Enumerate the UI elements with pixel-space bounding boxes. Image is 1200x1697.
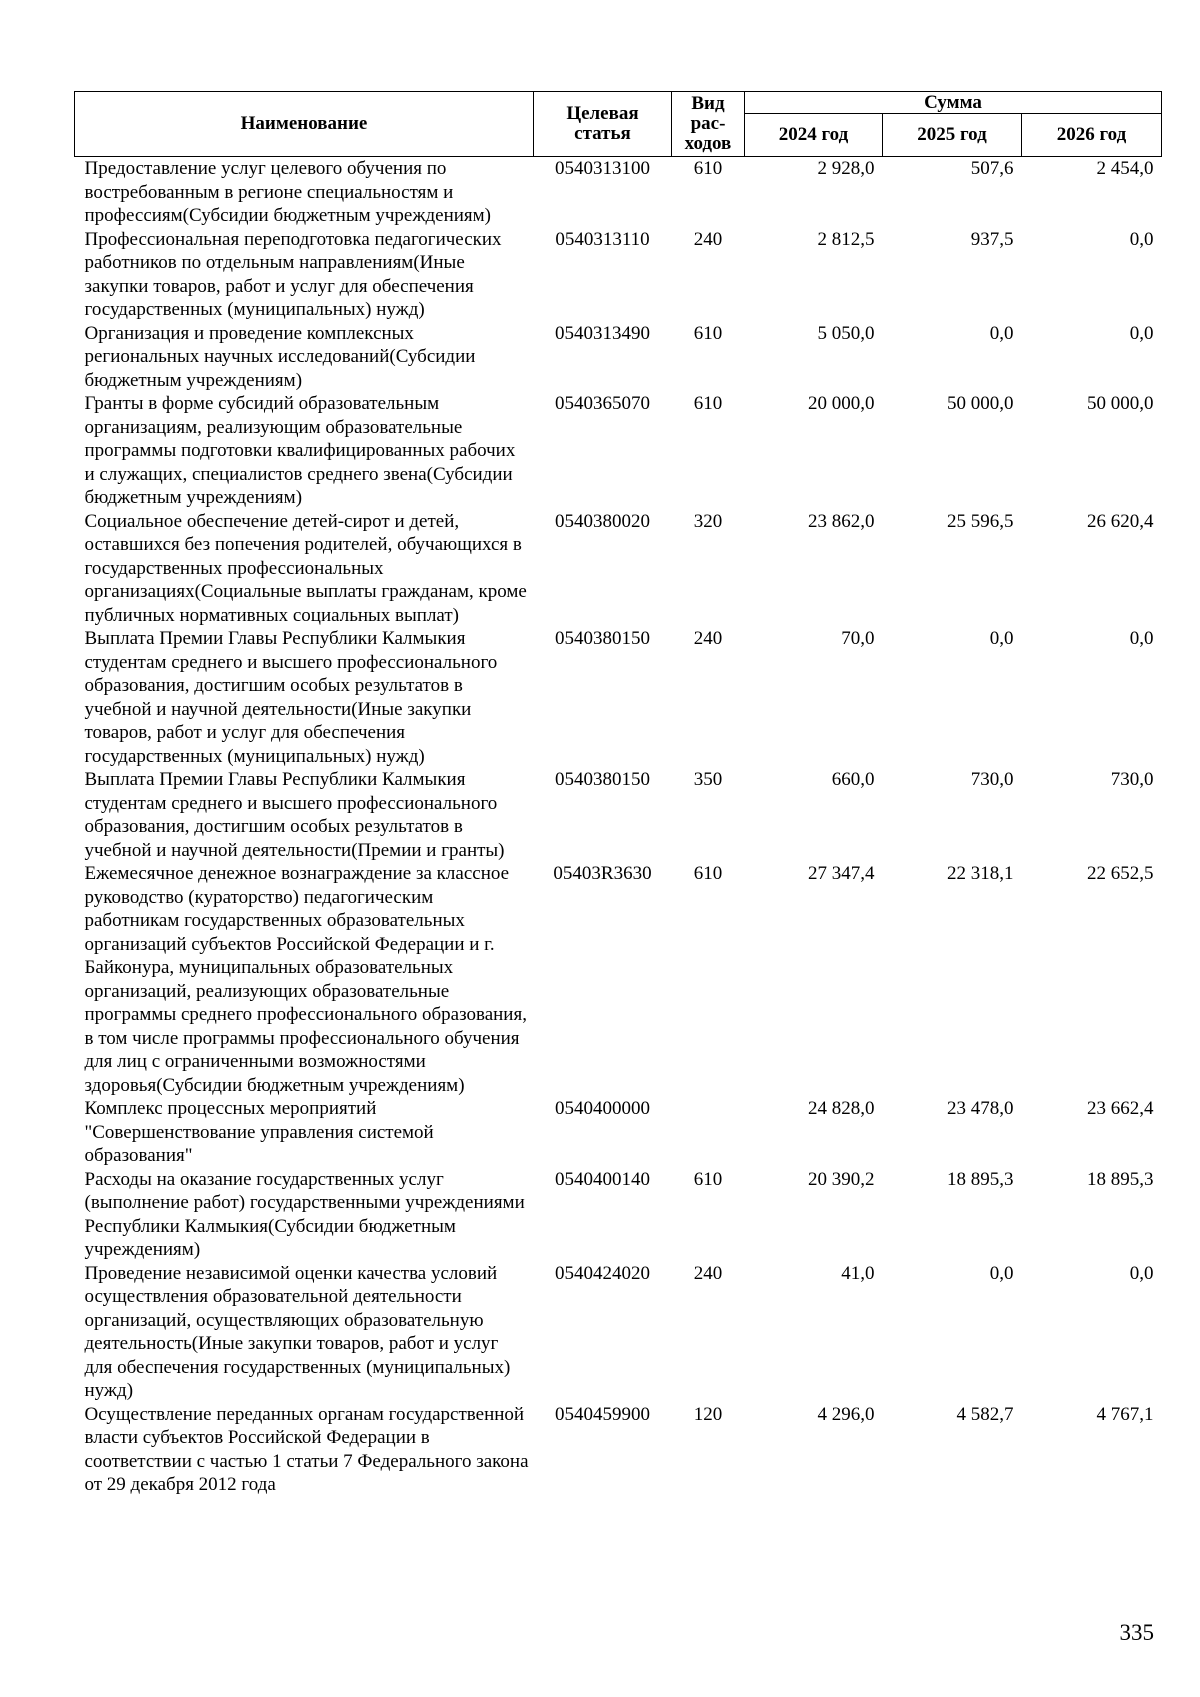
row-amount-2026: 730,0 <box>1110 769 1154 790</box>
row-amount-2026: 0,0 <box>1129 628 1154 649</box>
row-amount-2024: 20 000,0 <box>808 393 875 414</box>
header-year-2026: 2026 год <box>1022 114 1162 157</box>
row-amount-2024: 660,0 <box>831 769 875 790</box>
row-amount-2026: 2 454,0 <box>1096 158 1154 179</box>
row-name: Выплата Премии Главы Республики Калмыкия студентам среднего и высшего профессионального образования, достигшим особых результатов в учебной и научной деятельности(Премии и гранты) <box>84 769 505 861</box>
row-expense-type: 610 <box>693 1168 723 1190</box>
table-row <box>75 322 1162 393</box>
row-amount-2026: 0,0 <box>1129 1262 1154 1284</box>
table-row <box>75 1403 1162 1497</box>
row-amount-2024: 27 347,4 <box>808 863 875 884</box>
table-header <box>75 92 1162 157</box>
row-expense-type: 610 <box>693 393 723 414</box>
table-row <box>75 862 1162 1097</box>
row-target-code: 0540380150 <box>555 628 650 649</box>
row-amount-2026: 18 895,3 <box>1087 1168 1154 1190</box>
row-amount-2025: 0,0 <box>989 1262 1014 1284</box>
table-row <box>75 768 1162 862</box>
row-target-code: 0540424020 <box>555 1262 650 1284</box>
row-amount-2024: 41,0 <box>841 1262 875 1284</box>
table-row <box>75 1262 1162 1403</box>
row-expense-type: 350 <box>693 769 723 790</box>
table-row <box>75 392 1162 510</box>
row-amount-2025: 730,0 <box>970 769 1014 790</box>
row-amount-2025: 18 895,3 <box>947 1168 1014 1190</box>
row-target-code: 0540365070 <box>555 393 650 414</box>
header-code: Целевая статья <box>534 92 672 157</box>
row-expense-type: 240 <box>693 1262 723 1284</box>
row-amount-2025: 50 000,0 <box>947 393 1014 414</box>
page-number: 335 <box>1119 1620 1154 1645</box>
row-expense-type: 610 <box>693 322 723 344</box>
table-row <box>75 627 1162 768</box>
row-amount-2025: 937,5 <box>970 228 1014 250</box>
row-target-code: 0540380150 <box>555 769 650 790</box>
row-amount-2024: 2 812,5 <box>817 228 875 250</box>
row-name: Организация и проведение комплексных региональных научных исследований(Субсидии бюджетным учреждениям) <box>84 322 476 391</box>
row-target-code: 0540459900 <box>555 1403 650 1425</box>
row-name: Выплата Премии Главы Республики Калмыкия студентам среднего и высшего профессионального образования, достигшим особых результатов в учебной и научной деятельности(Иные закупки товаров, работ и услуг для обеспечения государственных (муниципальных) нужд) <box>84 628 498 767</box>
row-amount-2024: 20 390,2 <box>808 1168 875 1190</box>
row-expense-type: 240 <box>693 628 723 649</box>
row-name: Социальное обеспечение детей-сирот и детей, оставшихся без попечения родителей, обучающихся в государственных профессиональных организациях(Социальные выплаты гражданам, кроме публичных нормативных социальных выплат) <box>84 510 527 626</box>
row-target-code: 0540313490 <box>555 322 650 344</box>
table-row <box>75 510 1162 628</box>
row-expense-type: 320 <box>693 510 723 532</box>
row-amount-2026: 50 000,0 <box>1087 393 1154 414</box>
row-amount-2026: 0,0 <box>1129 322 1154 344</box>
row-name: Комплекс процессных мероприятий "Совершенствование управления системой образования" <box>84 1098 434 1166</box>
row-target-code: 0540400000 <box>555 1098 650 1119</box>
header-sum: Сумма <box>745 92 1162 114</box>
row-target-code: 0540313100 <box>555 158 650 179</box>
row-target-code: 0540313110 <box>555 228 650 250</box>
row-name: Расходы на оказание государственных услуг (выполнение работ) государственными учреждениями Республики Калмыкия(Субсидии бюджетным учреждениям) <box>84 1168 525 1260</box>
row-amount-2025: 23 478,0 <box>947 1098 1014 1119</box>
table-row <box>75 1168 1162 1262</box>
row-name: Проведение независимой оценки качества условий осуществления образовательной деятельности организаций, осуществляющих образовательную деятельность(Иные закупки товаров, работ и услуг для обеспечения государственных (муниципальных) нужд) <box>84 1262 511 1401</box>
row-amount-2026: 22 652,5 <box>1087 863 1154 884</box>
budget-table <box>74 91 1162 1497</box>
row-amount-2026: 4 767,1 <box>1096 1403 1154 1425</box>
header-year-2024: 2024 год <box>745 114 883 157</box>
row-expense-type <box>672 1097 745 1168</box>
table-row <box>75 228 1162 322</box>
row-amount-2025: 0,0 <box>989 322 1014 344</box>
row-amount-2024: 5 050,0 <box>817 322 875 344</box>
row-expense-type: 610 <box>693 863 723 884</box>
row-amount-2026: 0,0 <box>1129 228 1154 250</box>
table-row <box>75 1097 1162 1168</box>
row-expense-type: 120 <box>693 1403 723 1425</box>
row-amount-2025: 25 596,5 <box>947 510 1014 532</box>
row-name: Профессиональная переподготовка педагогических работников по отдельным направлениям(Иные закупки товаров, работ и услуг для обеспечения государственных (муниципальных) нужд) <box>84 228 502 320</box>
row-target-code: 05403R3630 <box>553 863 652 884</box>
row-expense-type: 240 <box>693 228 723 250</box>
row-amount-2024: 24 828,0 <box>808 1098 875 1119</box>
table-body <box>75 157 1162 1497</box>
row-amount-2024: 23 862,0 <box>808 510 875 532</box>
row-amount-2025: 22 318,1 <box>947 863 1014 884</box>
row-target-code: 0540400140 <box>555 1168 650 1190</box>
row-name: Гранты в форме субсидий образовательным организациям, реализующим образовательные программы подготовки квалифицированных рабочих и служащих, специалистов среднего звена(Субсидии бюджетным учреждениям) <box>84 393 516 508</box>
row-amount-2024: 4 296,0 <box>817 1403 875 1425</box>
row-name: Предоставление услуг целевого обучения по востребованным в регионе специальностям и профессиям(Субсидии бюджетным учреждениям) <box>84 158 492 226</box>
row-amount-2026: 26 620,4 <box>1087 510 1154 532</box>
row-amount-2026: 23 662,4 <box>1087 1098 1154 1119</box>
row-name: Осуществление переданных органам государственной власти субъектов Российской Федерации в соответствии с частью 1 статьи 7 Федерального закона от 29 декабря 2012 года <box>84 1403 529 1495</box>
row-target-code: 0540380020 <box>555 510 650 532</box>
header-year-2025: 2025 год <box>883 114 1022 157</box>
table-row <box>75 157 1162 228</box>
row-amount-2025: 4 582,7 <box>956 1403 1014 1425</box>
row-name: Ежемесячное денежное вознаграждение за классное руководство (кураторство) педагогическим работникам государственных образовательных организаций субъектов Российской Федерации и г. Байконура, муниципальных образовательных организаций, реализующих образовательные программы среднего профессионального образования, в том числе программы профессионального обучения для лиц с ограниченными возможностями здоровья(Субсидии бюджетным учреждениям) <box>84 863 527 1096</box>
row-expense-type: 610 <box>693 158 723 179</box>
row-amount-2025: 507,6 <box>970 158 1014 179</box>
header-kind: Вид рас-ходов <box>672 92 745 157</box>
row-amount-2024: 2 928,0 <box>817 158 875 179</box>
row-amount-2024: 70,0 <box>841 628 875 649</box>
row-amount-2025: 0,0 <box>989 628 1014 649</box>
header-name: Наименование <box>75 92 534 157</box>
budget-table-sheet <box>74 91 1161 1497</box>
